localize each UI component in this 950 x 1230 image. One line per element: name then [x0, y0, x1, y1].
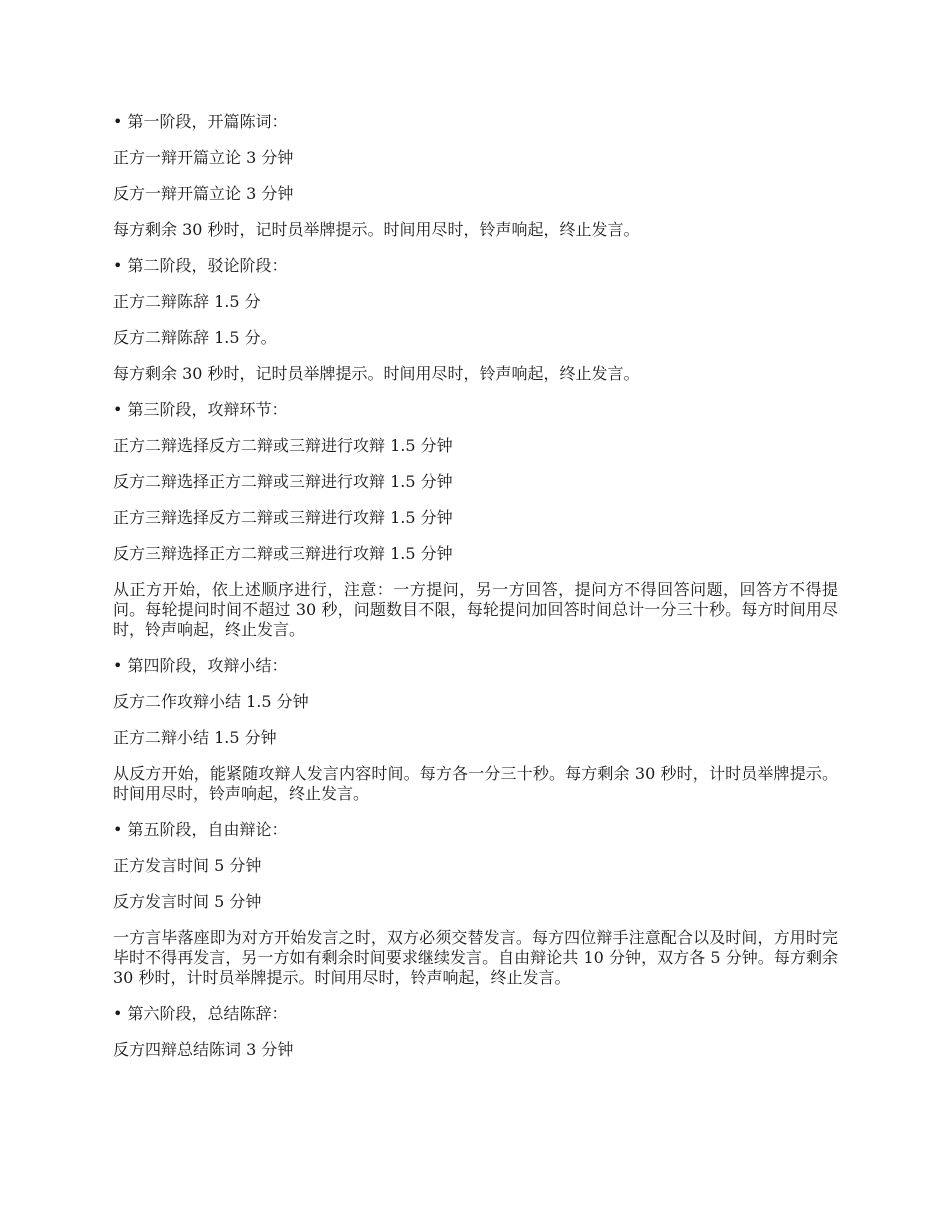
stage-6-negative-line: 反方四辩总结陈词 3 分钟	[113, 1040, 294, 1059]
stage-1-negative-line: 反方一辩开篇立论 3 分钟	[113, 184, 294, 203]
stage-2-timing-note: 每方剩余 30 秒时，记时员举牌提示。时间用尽时，铃声响起，终止发言。	[113, 364, 640, 383]
stage-3-heading: • 第三阶段，攻辩环节：	[113, 400, 838, 420]
stage-4-rules-paragraph: 从反方开始，能紧随攻辩人发言内容时间。每方各一分三十秒。每方剩余 30 秒时，计时员举牌提示。时间用尽时，铃声响起，终止发言。	[113, 764, 838, 803]
stage-3-rules-paragraph: 从正方开始，依上述顺序进行，注意：一方提问，另一方回答，提问方不得回答问题，回答方不得提问。每轮提问时间不超过 30 秒，问题数目不限，每轮提问加回答时间总计一分三十秒。每方时间用尽时，铃声响起，终止发言。	[113, 580, 838, 639]
stage-2-negative-line: 反方二辩陈辞 1.5 分。	[113, 328, 277, 347]
stage-6-heading: • 第六阶段，总结陈辞：	[113, 1004, 838, 1024]
stage-1-affirmative-line: 正方一辩开篇立论 3 分钟	[113, 148, 294, 167]
stage-3-line-3: 正方三辩选择反方二辩或三辩进行攻辩 1.5 分钟	[113, 508, 453, 527]
stage-2-heading: • 第二阶段，驳论阶段：	[113, 256, 838, 276]
stage-2-affirmative-line: 正方二辩陈辞 1.5 分	[113, 292, 261, 311]
stage-4-heading: • 第四阶段，攻辩小结：	[113, 656, 838, 676]
stage-1-timing-note: 每方剩余 30 秒时，记时员举牌提示。时间用尽时，铃声响起，终止发言。	[113, 220, 640, 239]
stage-5-negative-line: 反方发言时间 5 分钟	[113, 892, 262, 911]
document-page	[113, 112, 838, 1076]
stage-5-rules-paragraph: 一方言毕落座即为对方开始发言之时，双方必须交替发言。每方四位辩手注意配合以及时间，方用时完毕时不得再发言，另一方如有剩余时间要求继续发言。自由辩论共 10 分钟，双方各 5 分钟。每方剩余 30 秒时，计时员举牌提示。时间用尽时，铃声响起，终止发言。	[113, 928, 838, 987]
stage-5-affirmative-line: 正方发言时间 5 分钟	[113, 856, 262, 875]
stage-3-line-1: 正方二辩选择反方二辩或三辩进行攻辩 1.5 分钟	[113, 436, 453, 455]
stage-1-heading: • 第一阶段，开篇陈词：	[113, 112, 838, 132]
stage-3-line-4: 反方三辩选择正方二辩或三辩进行攻辩 1.5 分钟	[113, 544, 453, 563]
stage-5-heading: • 第五阶段，自由辩论：	[113, 820, 838, 840]
stage-3-line-2: 反方二辩选择正方二辩或三辩进行攻辩 1.5 分钟	[113, 472, 453, 491]
stage-4-affirmative-line: 正方二辩小结 1.5 分钟	[113, 728, 277, 747]
stage-4-negative-line: 反方二作攻辩小结 1.5 分钟	[113, 692, 309, 711]
